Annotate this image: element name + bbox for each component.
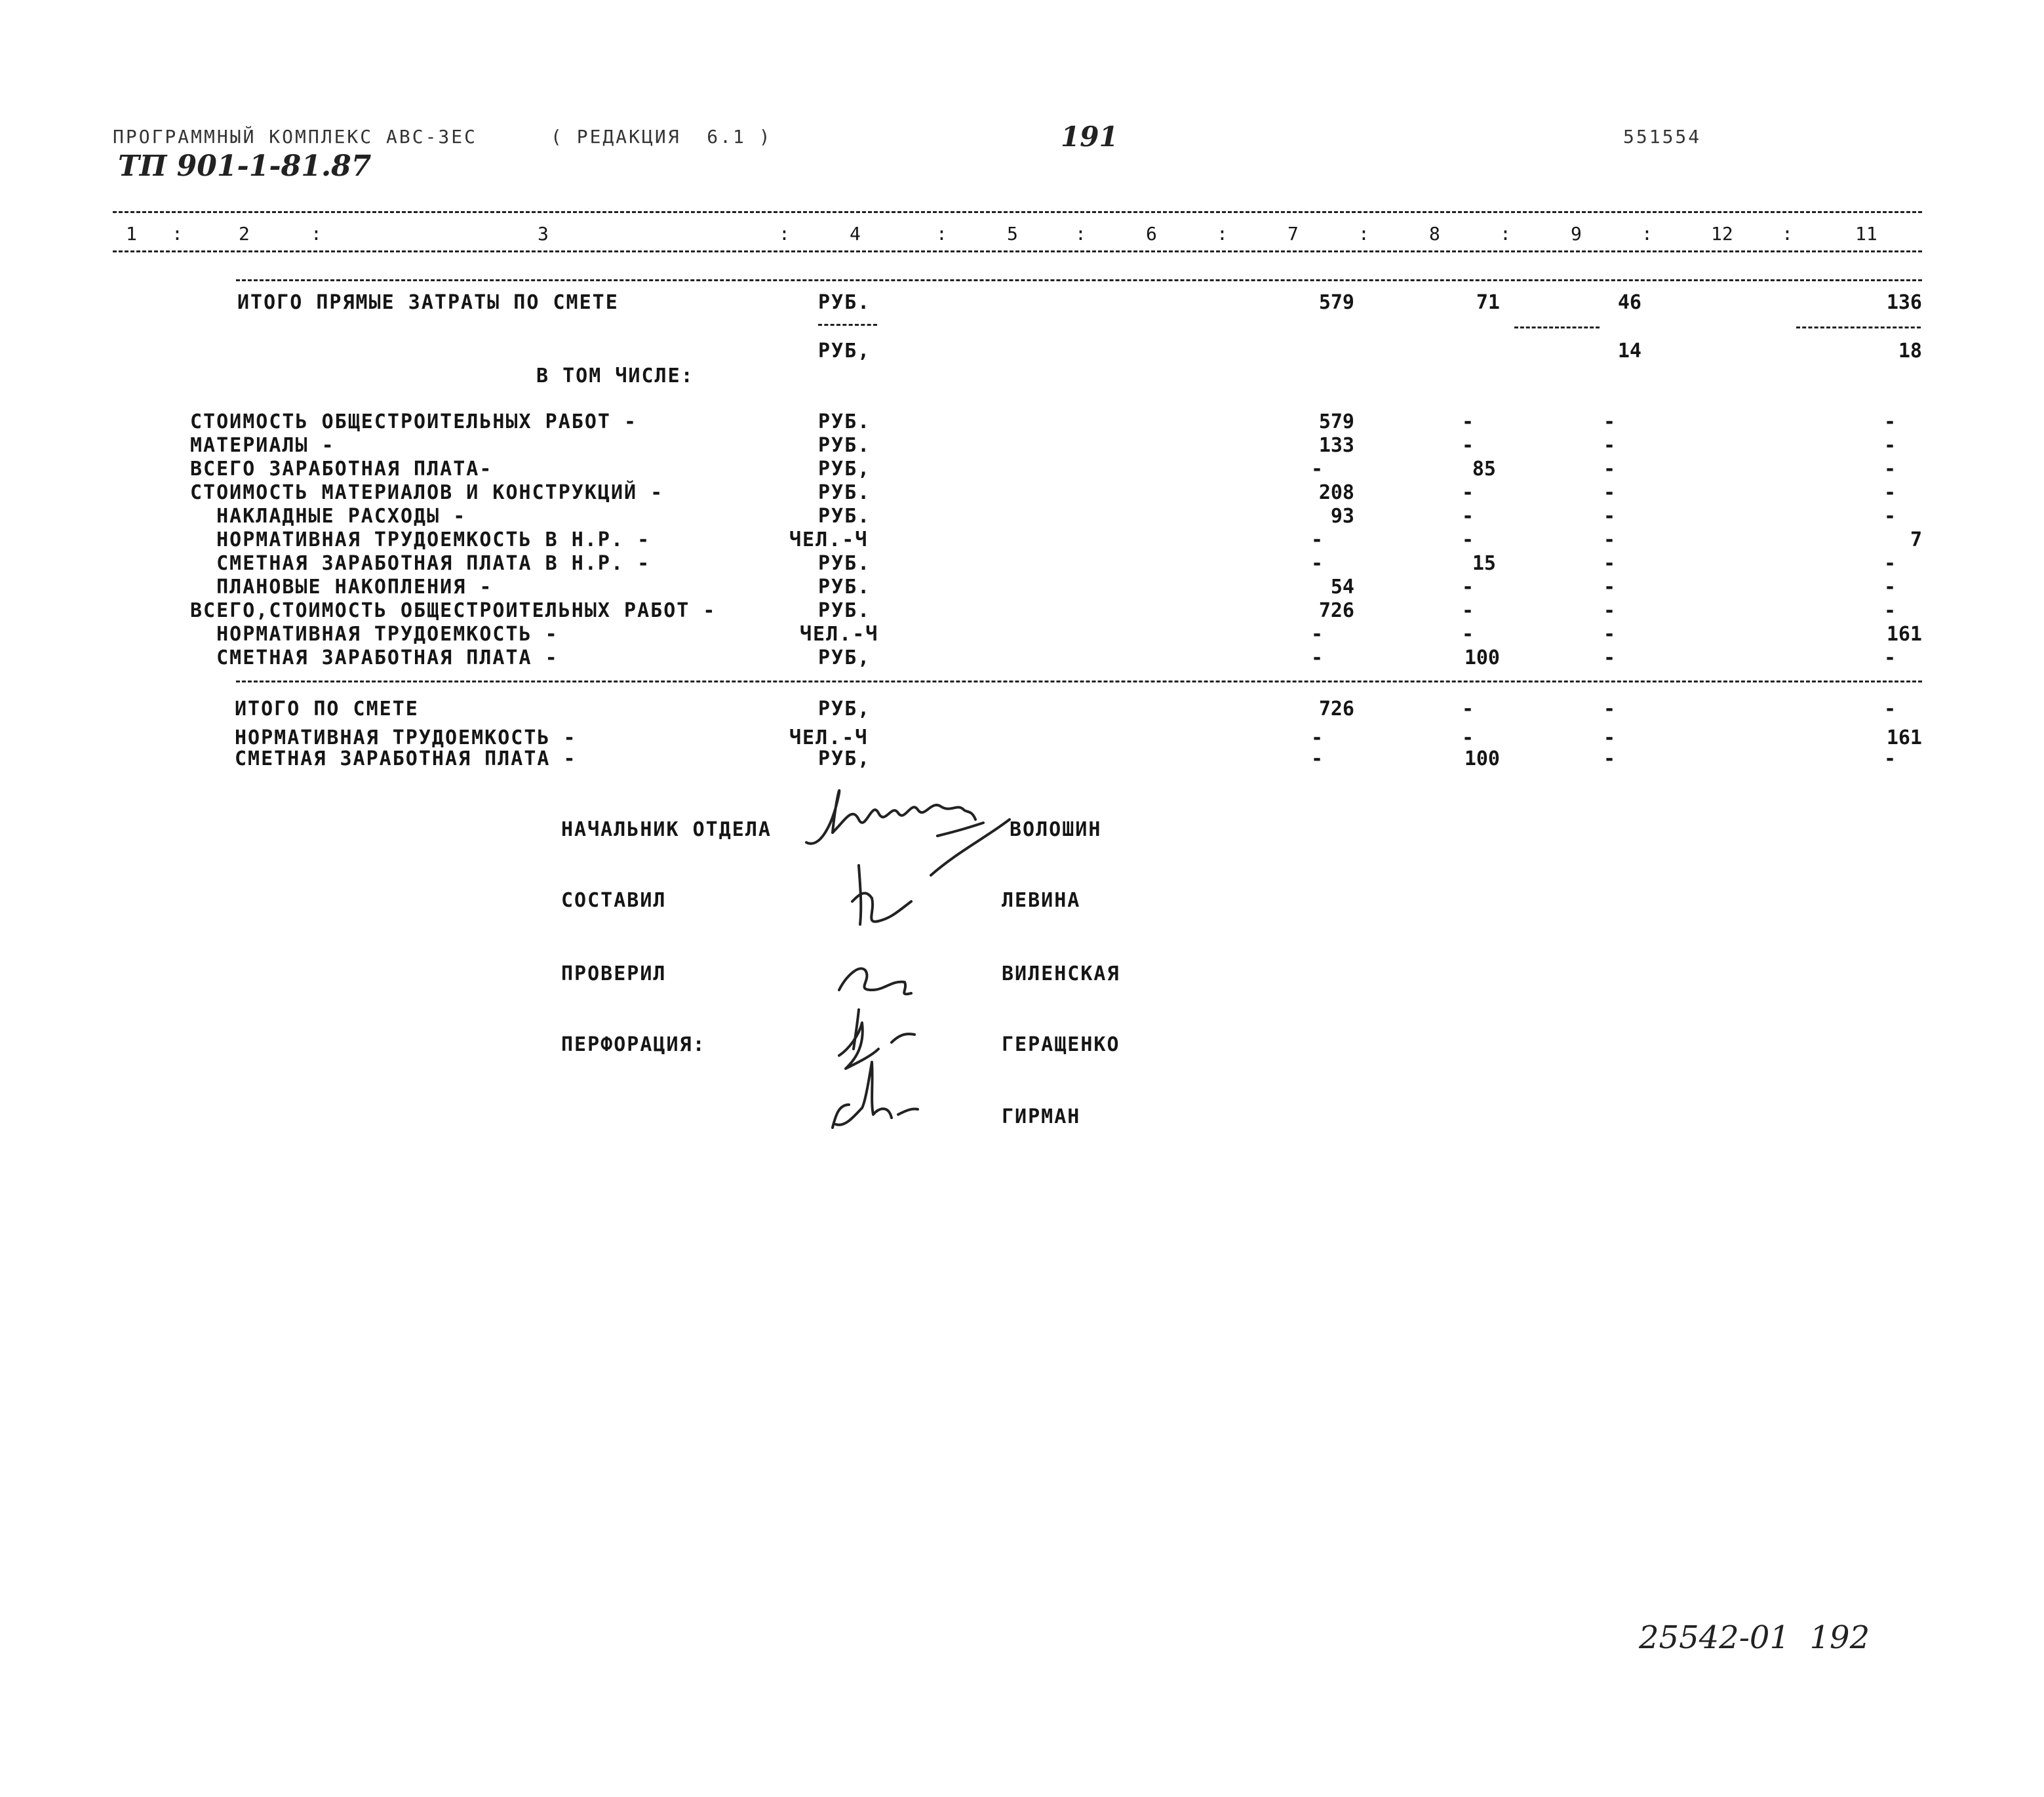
row-label: МАТЕРИАЛЫ - [190,434,335,457]
row-c7: 579 [1318,410,1354,433]
row-c8: 100 [1464,646,1500,669]
row-c7: - [1310,726,1323,749]
column-header-3: 3 [538,223,549,245]
signature-name: ЛЕВИНА [1002,889,1081,912]
total-direct-c11-lower: 18 [1898,340,1922,363]
signature-name: ГИРМАН [1002,1105,1081,1128]
row-label: ВСЕГО,СТОИМОСТЬ ОБЩЕСТРОИТЕЛЬНЫХ РАБОТ - [190,599,717,622]
row-c8: 15 [1472,552,1496,575]
row-label: СТОИМОСТЬ ОБЩЕСТРОИТЕЛЬНЫХ РАБОТ - [190,410,638,433]
row-label: СМЕТНАЯ ЗАРАБОТНАЯ ПЛАТА - [235,747,577,770]
total-direct-unit-2: РУБ, [818,340,871,363]
row-c7: - [1310,528,1323,551]
row-label: НОРМАТИВНАЯ ТРУДОЕМКОСТЬ - [235,726,577,749]
row-unit: ЧЕЛ.-Ч [789,528,869,551]
totals-rule [236,681,1922,682]
row-c8: - [1461,623,1474,646]
row-label: СМЕТНАЯ ЗАРАБОТНАЯ ПЛАТА В Н.Р. - [190,552,651,575]
page-number: 191 [1061,121,1118,153]
total-direct-label: ИТОГО ПРЯМЫЕ ЗАТРАТЫ ПО СМЕТЕ [237,291,619,314]
row-c8: - [1461,698,1474,721]
row-unit: РУБ. [818,552,871,575]
project-code: ТП 901-1-81.87 [118,149,372,183]
column-header-6: 6 [1146,223,1157,245]
row-c11: - [1883,410,1896,433]
column-header-1: 1 [126,223,137,245]
row-c8: - [1461,599,1474,622]
column-header-7: 7 [1287,223,1299,245]
row-c11: 161 [1886,726,1922,749]
row-c11: - [1883,434,1896,457]
row-c9: - [1603,552,1615,575]
row-c7: - [1310,552,1323,575]
row-label: НОРМАТИВНАЯ ТРУДОЕМКОСТЬ - [190,623,559,646]
row-c11: - [1883,646,1896,669]
row-c9: - [1603,698,1615,721]
row-unit: ЧЕЛ.-Ч [789,726,869,749]
row-c7: - [1310,646,1323,669]
row-c8: - [1461,528,1474,551]
column-header-5: 5 [1007,223,1018,245]
row-label: ПЛАНОВЫЕ НАКОПЛЕНИЯ - [190,576,493,599]
row-c9: - [1603,623,1615,646]
column-header-8: 8 [1429,223,1440,245]
row-unit: РУБ. [818,481,871,504]
signature-role: ПРОВЕРИЛ [561,962,667,985]
row-c9: - [1603,599,1615,622]
row-c7: 726 [1318,599,1354,622]
row-unit: РУБ, [818,698,871,721]
row-c9: - [1603,505,1615,528]
row-label: СТОИМОСТЬ МАТЕРИАЛОВ И КОНСТРУКЦИЙ - [190,481,664,504]
row-c9: - [1603,726,1615,749]
row-c8: - [1461,505,1474,528]
signature-role: СОСТАВИЛ [561,889,667,912]
row-label: СМЕТНАЯ ЗАРАБОТНАЯ ПЛАТА - [190,646,559,669]
total-direct-c9-lower: 14 [1617,340,1641,363]
row-unit: РУБ. [818,576,871,599]
row-c11: - [1883,698,1896,721]
row-c11: - [1883,747,1896,770]
row-c11: - [1883,552,1896,575]
row-c11: 7 [1910,528,1922,551]
row-c7: 208 [1318,481,1354,504]
column-header-11: 11 [1855,223,1877,245]
handwritten-signature [800,774,1036,1167]
header-bottom-rule [113,250,1922,252]
signature-name: ВИЛЕНСКАЯ [1002,962,1120,985]
row-c7: 93 [1330,505,1354,528]
signature-role: НАЧАЛЬНИК ОТДЕЛА [561,818,772,841]
row-c11: - [1883,576,1896,599]
row-c11: - [1883,505,1896,528]
row-c9: - [1603,528,1615,551]
row-c8: - [1461,410,1474,433]
program-name: ПРОГРАММНЫЙ КОМПЛЕКС АВС-3ЕС [113,126,478,148]
row-c9: - [1603,434,1615,457]
total-direct-c8: 71 [1476,291,1500,314]
section-rule [236,279,1922,281]
row-c9: - [1603,747,1615,770]
header-top-rule [113,211,1922,213]
c9-rule [1514,326,1600,328]
column-header-10: 12 [1711,223,1733,245]
row-unit: РУБ, [818,458,871,481]
column-header-4: 4 [850,223,861,245]
row-c8: 85 [1472,458,1496,481]
row-unit: РУБ. [818,599,871,622]
row-label: ВСЕГО ЗАРАБОТНАЯ ПЛАТА- [190,458,493,481]
program-edition: ( РЕДАКЦИЯ 6.1 ) [551,126,772,148]
row-c8: - [1461,434,1474,457]
row-unit: РУБ, [818,646,871,669]
signature-name: ВОЛОШИН [1010,818,1102,841]
row-c7: - [1310,747,1323,770]
row-c11: - [1883,458,1896,481]
row-unit: ЧЕЛ.-Ч [800,623,879,646]
row-unit: РУБ, [818,747,871,770]
row-c7: - [1310,458,1323,481]
row-unit: РУБ. [818,505,871,528]
row-c8: - [1461,481,1474,504]
row-label: ИТОГО ПО СМЕТЕ [235,698,419,721]
c11-rule [1796,326,1921,328]
unit-underline [818,324,877,326]
row-c8: - [1461,576,1474,599]
total-direct-c9: 46 [1617,291,1641,314]
row-c11: - [1883,481,1896,504]
row-unit: РУБ. [818,410,871,433]
including-label: В ТОМ ЧИСЛЕ: [536,365,694,387]
total-direct-c11: 136 [1886,291,1922,314]
signature-role: ПЕРФОРАЦИЯ: [561,1033,706,1056]
footer-stamp: 25542-01 192 [1639,1619,1870,1656]
column-header-2: 2 [239,223,250,245]
row-c9: - [1603,576,1615,599]
row-c7: - [1310,623,1323,646]
row-c9: - [1603,410,1615,433]
total-direct-unit: РУБ. [818,291,871,314]
row-c9: - [1603,646,1615,669]
row-c7: 54 [1330,576,1354,599]
row-c9: - [1603,458,1615,481]
row-label: НОРМАТИВНАЯ ТРУДОЕМКОСТЬ В Н.Р. - [190,528,651,551]
row-c9: - [1603,481,1615,504]
row-c11: - [1883,599,1896,622]
signature-name: ГЕРАЩЕНКО [1002,1033,1120,1056]
row-c8: 100 [1464,747,1500,770]
row-c11: 161 [1886,623,1922,646]
document-code: 551554 [1623,126,1702,148]
column-header-9: 9 [1571,223,1582,245]
row-unit: РУБ. [818,434,871,457]
total-direct-c7: 579 [1318,291,1354,314]
row-c7: 133 [1318,434,1354,457]
row-c7: 726 [1318,698,1354,721]
row-label: НАКЛАДНЫЕ РАСХОДЫ - [190,505,467,528]
row-c8: - [1461,726,1474,749]
